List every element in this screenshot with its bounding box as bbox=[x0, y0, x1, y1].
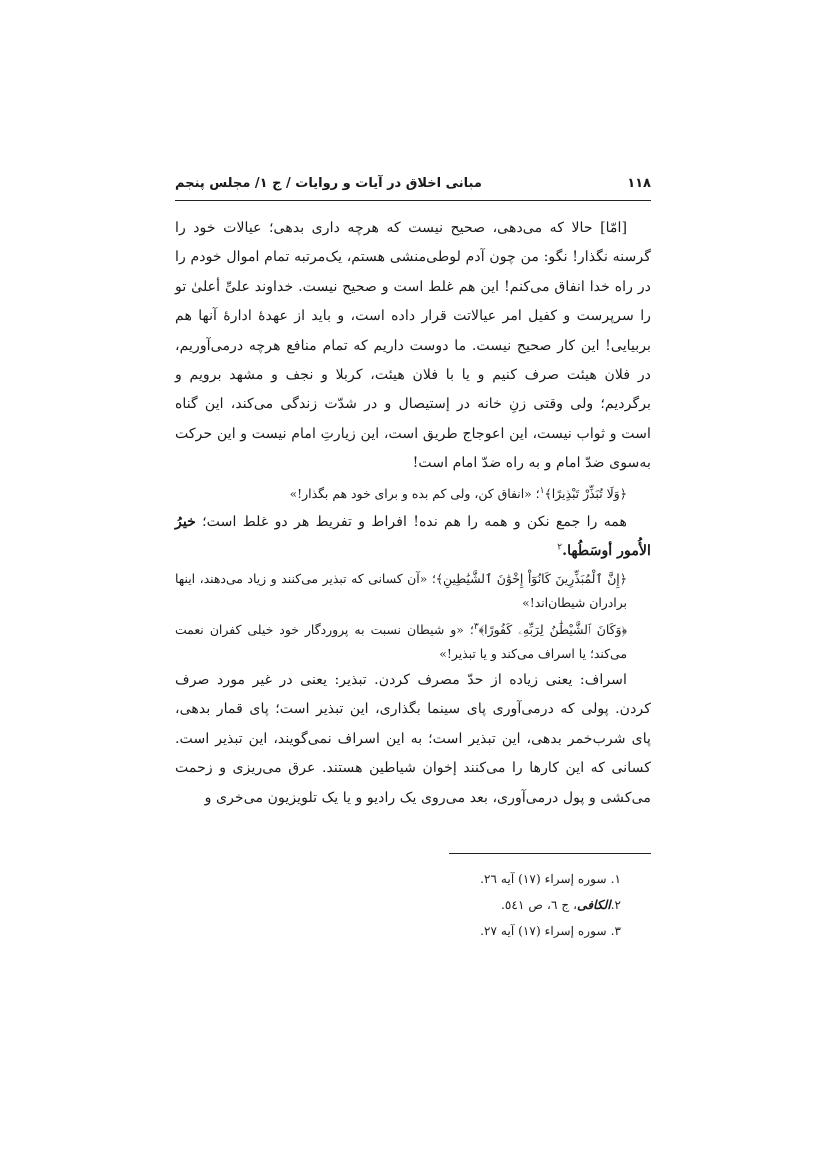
running-head bbox=[175, 174, 651, 196]
quran-verse-3: ﴿وَكَانَ ٱلشَّيْطَٰنُ لِرَبِّهِۦ كَفُورًا﴾ bbox=[478, 621, 627, 637]
footnote-divider bbox=[449, 853, 651, 854]
footnote-3: ۳. سوره إسراء (۱۷) آیه ۲۷. bbox=[480, 924, 621, 938]
main-text bbox=[175, 214, 651, 813]
running-head-title: مبانی اخلاق در آیات و روایات / ج ۱/ مجلس پنجم bbox=[175, 176, 482, 191]
quote-3-translation: ؛ «و شیطان نسبت به پروردگار خود خیلی کفران نعمت می‌کند؛ یا اسراف می‌کند و یا تبذیر!» bbox=[175, 621, 627, 661]
footnote-2-reference: ، ج ٦، ص ٥٤١. bbox=[501, 898, 578, 912]
paragraph-2-text: همه را جمع نکن و همه را هم نده! افراط و تفریط هر دو غلط است؛ bbox=[202, 514, 627, 531]
header-divider bbox=[175, 200, 651, 201]
quote-1 bbox=[175, 479, 651, 508]
quran-verse-2: ﴿إِنَّ ٱلْمُبَذِّرِينَ كَانُوٓاْ إِخْوَٰنَ ٱلشَّيَٰطِينِ﴾ bbox=[435, 570, 627, 586]
quote-2 bbox=[175, 567, 651, 615]
footnotes bbox=[175, 866, 651, 944]
quran-verse-1: ﴿وَلَا تُبَذِّرْ تَبْذِيرًا﴾ bbox=[544, 485, 627, 501]
footnote-2-number: ۲. bbox=[610, 898, 621, 912]
quote-1-translation: ؛ «انفاق کن، ولی کم بده و برای خود هم بگذار!» bbox=[289, 485, 540, 501]
paragraph-3: اسراف: یعنی زیاده از حدّ مصرف کردن. تبذیر: یعنی در غیر مورد صرف کردن. پولی که درمی‌آوری پای سینما بگذاری، این تبذیر است؛ پای قمار بدهی، پای شرب‌خمر بدهی، این تبذیر است؛ به این اسراف نمی‌گویند، این تبذیر است. کسانی که این کارها را می‌کنند إخوان شیاطین هستند. عرق می‌ریزی و زحمت می‌کشی و پول درمی‌آوری، بعد می‌روی یک رادیو و یا یک تلویزیون می‌خری و bbox=[175, 671, 651, 806]
footnote-2 bbox=[175, 892, 621, 918]
footnote-2-source-title: الکافی bbox=[577, 898, 611, 912]
quote-3 bbox=[175, 618, 651, 666]
footnote-ref-3: ۳ bbox=[473, 621, 479, 632]
footnote-1: ۱. سوره إسراء (۱۷) آیه ۲٦. bbox=[480, 872, 621, 886]
footnote-ref-2: ۲ bbox=[557, 542, 563, 553]
page-number: ۱۱۸ bbox=[627, 176, 651, 191]
hadith-quote: خیرُ الأُمور أوسَطُها. bbox=[175, 514, 651, 560]
footnote-ref-1: ۱ bbox=[539, 485, 545, 496]
paragraph-1: [امّا] حالا که می‌دهی، صحیح نیست که هرچه داری بدهی؛ عیالات خود را گرسنه نگذار! نگو: من چون آدم لوطی‌منشی هستم، یک‌مرتبه تمام اموال خودم را در راه خدا انفاق می‌کنم! این هم غلط است و صحیح نیست. خداوند علیِّ أعلیٰ تو را سرپرست و کفیل امر عیالاتت قرار داده است، و باید از عهدهٔ ادارهٔ آنها هم بربیایی! این کار صحیح نیست. ما دوست داریم که تمام منافع هرچه درمی‌آوریم، در فلان هیئت صرف کنیم و یا با فلان هیئت، کربلا و نجف و مشهد برویم و برگردیم؛ ولی وقتی زنِ خانه در إستیصال و در شدّت زندگی می‌کند، این گناه است و ثواب نیست، این اعوجاج طریق است، این زیارتِ امام نیست و این حرکت به‌سوی ضدّ امام و به راه ضدّ امام است! bbox=[175, 220, 651, 472]
quote-2-translation: ؛ «آن کسانی که تبذیر می‌کنند و زیاد می‌دهند، اینها برادران شیطان‌اند!» bbox=[175, 570, 627, 610]
paragraph-2 bbox=[175, 508, 651, 567]
